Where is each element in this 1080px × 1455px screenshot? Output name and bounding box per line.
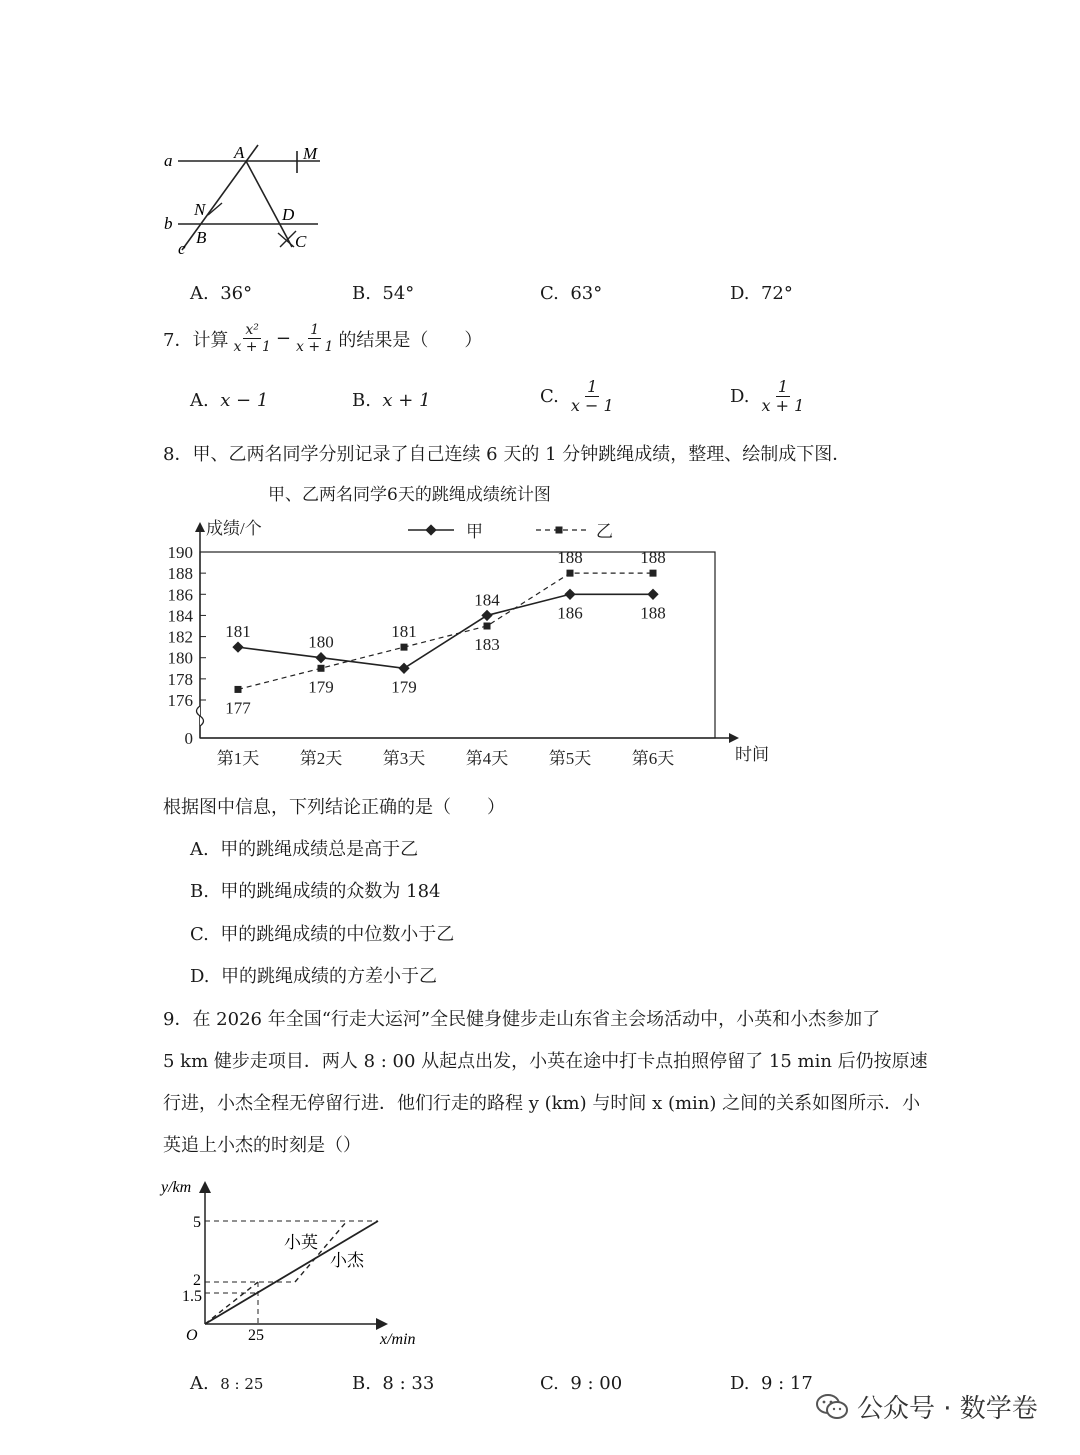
q8-option-d: D. 甲的跳绳成绩的方差小于乙	[190, 966, 437, 987]
y-tick-label: 184	[167, 606, 193, 626]
q6-label-C: C	[295, 232, 307, 251]
legend-marker-yi	[556, 527, 563, 534]
data-label-yi: 177	[225, 698, 251, 718]
data-label-jia: 179	[391, 677, 417, 697]
q8-question: 根据图中信息，下列结论正确的是（ ）	[163, 797, 505, 818]
q7-frac1: $\frac{\text{x²}}{x + 1}$	[233, 322, 271, 356]
q6-label-B: B	[196, 228, 207, 247]
data-label-yi: 181	[391, 622, 417, 642]
y-tick-label: 176	[167, 691, 193, 710]
y-tick-label: 180	[167, 648, 193, 668]
axis-break-mark	[197, 706, 204, 726]
x-tick-label: 第1天	[216, 749, 260, 768]
q8-chart-title: 甲、乙两名同学6天的跳绳成绩统计图	[268, 485, 551, 505]
q9-stem-line3: 行进，小杰全程无停留行进．他们行走的路程 y (km) 与时间 x (min) 之间的关系如图所示．小	[163, 1093, 921, 1114]
q6-label-M: M	[303, 144, 318, 163]
legend-label-yi: 乙	[596, 522, 613, 541]
q9-x-tick-25: 25	[248, 1327, 264, 1344]
q9-origin-label: O	[186, 1327, 198, 1344]
y-tick-label: 182	[167, 627, 193, 647]
q6-label-A: A	[234, 143, 245, 162]
q6-option-c: C. 63°	[540, 283, 603, 304]
watermark-text: 公众号 · 数学卷	[857, 1394, 1038, 1424]
data-label-yi: 179	[308, 677, 334, 697]
data-label-yi: 188	[557, 548, 583, 568]
q7-frac2: $\frac{1}{x + 1}$	[295, 322, 334, 356]
q7-option-d: D. $\frac{1}{x + 1}$	[730, 377, 805, 416]
q8-stem: 8．甲、乙两名同学分别记录了自己连续 6 天的 1 分钟跳绳成绩，整理、绘制成下图．	[163, 444, 851, 465]
q9-y-tick-5: 5	[193, 1214, 201, 1231]
q9-option-c: C. 9 : 00	[540, 1373, 623, 1394]
data-point-yi	[650, 570, 657, 577]
q9-stem-line4: 英追上小杰的时刻是（）	[163, 1135, 361, 1156]
q9-option-a: A. 8 : 25	[190, 1373, 264, 1394]
q7-stem: 7．计算 $\frac{\text{x²}}{x + 1}$ − $\frac{1}{x + 1}$ 的结果是（ ）	[163, 322, 483, 356]
legend-label-jia: 甲	[466, 522, 483, 541]
x-axis-arrow	[729, 733, 739, 743]
data-point-jia	[232, 641, 243, 652]
data-label-jia: 186	[557, 603, 583, 623]
series-line-jia	[238, 594, 653, 668]
q6-label-N: N	[194, 200, 206, 219]
x-axis-label: 时间	[735, 745, 769, 764]
y-axis-label: 成绩/个	[206, 519, 262, 538]
q6-label-c: c	[178, 239, 186, 258]
xiaoying-line-1	[205, 1282, 258, 1324]
q8-option-b: B. 甲的跳绳成绩的众数为 184	[190, 881, 441, 902]
q9-x-axis-label: x/min	[380, 1331, 416, 1348]
wechat-icon	[815, 1392, 849, 1422]
q6-option-a: A. 36°	[190, 283, 253, 304]
q7-option-c: C. $\frac{1}{x - 1}$	[540, 377, 614, 416]
q6-label-D: D	[282, 205, 295, 224]
data-point-yi	[235, 686, 242, 693]
q9-stem-line1: 9．在 2026 年全国“行走大运河”全民健身健步走山东省主会场活动中，小英和小杰参加了	[163, 1009, 881, 1030]
data-point-yi	[567, 570, 574, 577]
data-label-yi: 183	[474, 635, 500, 654]
q9-y-tick-2: 2	[193, 1272, 201, 1289]
data-label-jia: 188	[640, 603, 666, 623]
q6-label-b: b	[164, 214, 173, 233]
q9-label-xiaoying: 小英	[284, 1233, 318, 1252]
y-tick-label: 0	[184, 729, 193, 748]
watermark	[815, 1388, 1038, 1425]
y-tick-label: 186	[167, 585, 193, 605]
data-label-jia: 184	[474, 590, 500, 610]
data-point-jia	[315, 652, 326, 663]
q9-option-b: B. 8 : 33	[352, 1373, 435, 1394]
legend-marker-jia	[425, 524, 436, 535]
q9-stem-line2: 5 km 健步走项目．两人 8 : 00 从起点出发，小英在途中打卡点拍照停留了 15 min 后仍按原速	[163, 1051, 928, 1072]
q9-y-axis-label: y/km	[161, 1179, 192, 1196]
data-point-jia	[647, 589, 658, 600]
data-point-yi	[401, 644, 408, 651]
q8-option-c: C. 甲的跳绳成绩的中位数小于乙	[190, 924, 455, 945]
q6-geometry-figure	[150, 135, 350, 260]
q9-option-d: D. 9 : 17	[730, 1373, 813, 1394]
data-point-yi	[318, 665, 325, 672]
q6-label-a: a	[164, 151, 173, 170]
y-axis-arrow	[195, 522, 205, 532]
q7-option-a: A. x − 1	[190, 390, 269, 411]
data-label-jia: 181	[225, 622, 251, 642]
q9-y-tick-1-5: 1.5	[182, 1288, 202, 1305]
data-point-jia	[481, 610, 492, 621]
y-tick-label: 178	[167, 669, 193, 689]
data-label-yi: 188	[640, 548, 666, 568]
q7-option-b: B. x + 1	[352, 390, 431, 411]
q8-option-a: A. 甲的跳绳成绩总是高于乙	[190, 839, 419, 860]
series-line-yi	[238, 573, 653, 689]
data-label-jia: 180	[308, 632, 334, 652]
plot-frame	[200, 552, 715, 738]
data-point-yi	[484, 623, 491, 630]
data-point-jia	[398, 663, 409, 674]
q6-option-b: B. 54°	[352, 283, 415, 304]
q9-distance-time-graph	[160, 1172, 450, 1352]
y-tick-label: 190	[167, 543, 193, 562]
data-point-jia	[564, 589, 575, 600]
y-tick-label: 188	[167, 564, 193, 584]
q6-option-d: D. 72°	[730, 283, 793, 304]
q8-line-chart	[160, 510, 769, 780]
q9-label-xiaojie: 小杰	[330, 1251, 364, 1270]
x-tick-label: 第5天	[548, 749, 592, 768]
x-tick-label: 第4天	[465, 749, 509, 768]
x-tick-label: 第2天	[299, 749, 343, 768]
x-tick-label: 第3天	[382, 749, 426, 768]
x-tick-label: 第6天	[631, 749, 675, 768]
